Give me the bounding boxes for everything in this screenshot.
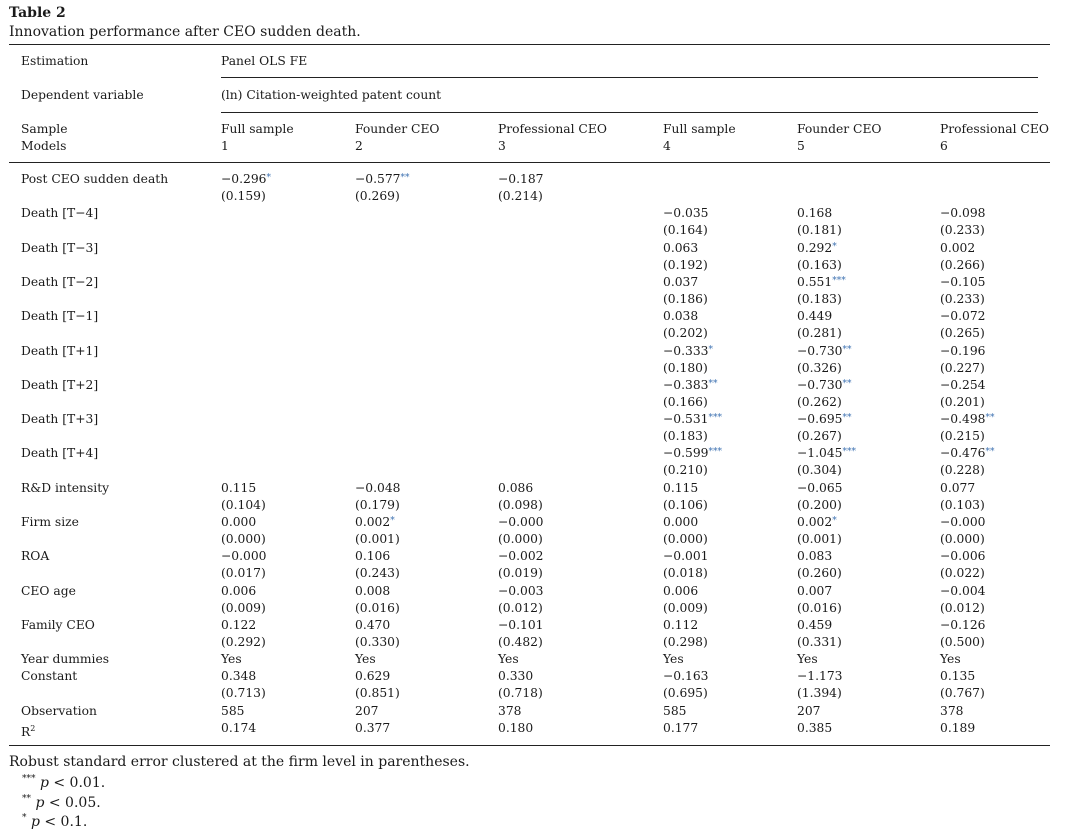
significance-stars: ** (842, 413, 852, 424)
coefficient: −0.000 (940, 515, 986, 529)
coefficient: Yes (663, 652, 684, 667)
standard-error: (0.695) (663, 686, 708, 701)
significance-stars: ** (708, 378, 718, 389)
standard-error: (0.228) (940, 463, 985, 478)
standard-error: (0.718) (498, 686, 543, 701)
standard-error: (0.265) (940, 326, 985, 341)
coefficient: −0.101 (498, 617, 544, 632)
dependent-rule (221, 112, 1038, 113)
coefficient: Yes (797, 652, 818, 667)
note-significance: * p < 0.1. (22, 813, 88, 830)
standard-error: (0.016) (355, 600, 400, 615)
coefficient: 0.177 (663, 720, 699, 735)
column-sample-4: Full sample (663, 122, 736, 136)
column-model-6: 6 (940, 139, 948, 153)
standard-error: (0.104) (221, 497, 266, 512)
coefficient: Yes (498, 652, 519, 667)
significance-stars: * (832, 241, 837, 252)
column-model-3: 3 (498, 139, 506, 153)
coefficient: 0.106 (355, 549, 391, 564)
standard-error: (0.019) (498, 566, 543, 581)
coefficient: 0.629 (355, 669, 391, 684)
row-label: Death [T−1] (21, 309, 99, 324)
coefficient: 0.006 (221, 583, 257, 598)
column-sample-1: Full sample (221, 122, 294, 136)
standard-error: (0.000) (663, 532, 708, 546)
standard-error: (0.001) (355, 532, 400, 546)
coefficient: −0.004 (940, 583, 986, 598)
significance-stars: ** (985, 413, 995, 424)
coefficient: 0.002* (355, 515, 395, 529)
standard-error: (0.098) (498, 497, 543, 512)
coefficient: 0.002* (797, 515, 837, 529)
row-label: CEO age (21, 583, 76, 598)
coefficient: 0.000 (663, 515, 699, 529)
bottom-rule (9, 745, 1050, 746)
column-sample-6: Professional CEO (940, 122, 1049, 136)
column-model-5: 5 (797, 139, 805, 153)
coefficient: 0.122 (221, 617, 257, 632)
coefficient: −0.048 (355, 480, 401, 495)
coefficient: −0.000 (221, 549, 267, 564)
coefficient: 0.385 (797, 720, 833, 735)
standard-error: (0.330) (355, 634, 400, 649)
standard-error: (0.192) (663, 257, 708, 272)
coefficient: −0.383** (663, 377, 718, 392)
coefficient: 0.007 (797, 583, 833, 598)
significance-stars: *** (708, 413, 723, 424)
models-label: Models (21, 139, 67, 153)
coefficient: 0.168 (797, 206, 833, 221)
column-model-1: 1 (221, 139, 229, 153)
column-model-4: 4 (663, 139, 671, 153)
coefficient: 0.135 (940, 669, 976, 684)
coefficient: 0.002 (940, 240, 976, 255)
standard-error: (0.233) (940, 223, 985, 238)
standard-error: (0.000) (221, 532, 266, 546)
coefficient: −0.599*** (663, 446, 723, 461)
standard-error: (0.292) (221, 634, 266, 649)
coefficient: −0.006 (940, 549, 986, 564)
standard-error: (0.482) (498, 634, 543, 649)
coefficient: −0.003 (498, 583, 544, 598)
coefficient: 0.038 (663, 309, 699, 324)
dependent-variable-label: Dependent variable (21, 88, 144, 102)
significance-stars: *** (708, 447, 723, 458)
standard-error: (0.215) (940, 429, 985, 444)
estimation-rule (221, 77, 1038, 78)
standard-error: (0.106) (663, 497, 708, 512)
standard-error: (0.001) (797, 532, 842, 546)
standard-error: (0.103) (940, 497, 985, 512)
significance-stars: * (390, 516, 395, 526)
standard-error: (0.233) (940, 291, 985, 306)
note-main: Robust standard error clustered at the firm level in parentheses. (9, 754, 470, 770)
coefficient: −0.072 (940, 309, 986, 324)
coefficient: −0.001 (663, 549, 709, 564)
row-label: Family CEO (21, 617, 95, 632)
coefficient: 0.077 (940, 480, 976, 495)
standard-error: (0.851) (355, 686, 400, 701)
coefficient: −0.333* (663, 343, 714, 358)
row-label: Firm size (21, 515, 79, 529)
superscript: 2 (30, 723, 36, 733)
standard-error: (0.179) (355, 497, 400, 512)
coefficient: −0.730** (797, 343, 852, 358)
coefficient: 0.174 (221, 720, 257, 735)
coefficient: −0.126 (940, 617, 986, 632)
coefficient: 0.377 (355, 720, 391, 735)
coefficient: −0.098 (940, 206, 986, 221)
standard-error: (0.163) (797, 257, 842, 272)
estimation-value: Panel OLS FE (221, 54, 308, 68)
coefficient: −0.187 (498, 172, 544, 186)
column-sample-2: Founder CEO (355, 122, 440, 136)
standard-error: (0.017) (221, 566, 266, 581)
coefficient: 0.551*** (797, 274, 846, 289)
coefficient: 0.459 (797, 617, 833, 632)
significance-stars: * (266, 173, 272, 183)
coefficient: 207 (797, 703, 821, 718)
coefficient: 0.292* (797, 240, 837, 255)
standard-error: (0.304) (797, 463, 842, 478)
standard-error: (0.269) (355, 189, 400, 203)
column-sample-3: Professional CEO (498, 122, 607, 136)
standard-error: (0.181) (797, 223, 842, 238)
standard-error: (0.243) (355, 566, 400, 581)
note-significance: *** p < 0.01. (22, 774, 106, 791)
coefficient: −0.002 (498, 549, 544, 564)
standard-error: (0.262) (797, 394, 842, 409)
coefficient: 0.083 (797, 549, 833, 564)
coefficient: 0.008 (355, 583, 391, 598)
standard-error: (0.331) (797, 634, 842, 649)
coefficient: −0.476** (940, 446, 995, 461)
coefficient: Yes (940, 652, 961, 667)
row-label: Post CEO sudden death (21, 172, 169, 186)
table-label: Table 2 (9, 5, 66, 21)
coefficient: 0.037 (663, 274, 699, 289)
row-label: Death [T+1] (21, 343, 99, 358)
row-label: $R^2$ (21, 723, 36, 739)
row-label: R&D intensity (21, 480, 110, 495)
standard-error: (0.326) (797, 360, 842, 375)
significance-stars: ** (985, 447, 995, 458)
sample-label: Sample (21, 122, 68, 136)
row-label: Year dummies (21, 652, 110, 667)
dependent-variable-value: (ln) Citation-weighted patent count (221, 88, 442, 102)
standard-error: (0.200) (797, 497, 842, 512)
significance-stars: ** (400, 173, 410, 183)
coefficient: 0.006 (663, 583, 699, 598)
table-caption: Innovation performance after CEO sudden death. (9, 24, 361, 40)
row-label: ROA (21, 549, 50, 564)
coefficient: −0.498** (940, 412, 995, 427)
coefficient: −0.035 (663, 206, 709, 221)
coefficient: −0.730** (797, 377, 852, 392)
standard-error: (0.201) (940, 394, 985, 409)
significance-stars: *** (832, 275, 846, 286)
row-label: Death [T−2] (21, 274, 99, 289)
coefficient: 378 (940, 703, 964, 718)
standard-error: (0.183) (797, 291, 842, 306)
standard-error: (1.394) (797, 686, 842, 701)
top-rule (9, 44, 1050, 45)
row-label: Death [T+4] (21, 446, 99, 461)
coefficient: −0.296* (221, 172, 272, 186)
standard-error: (0.713) (221, 686, 266, 701)
standard-error: (0.500) (940, 634, 985, 649)
row-label: Death [T+2] (21, 377, 99, 392)
standard-error: (0.298) (663, 634, 708, 649)
coefficient: 0.000 (221, 515, 257, 529)
coefficient: 585 (221, 703, 245, 718)
row-label: Observation (21, 703, 97, 718)
coefficient: 207 (355, 703, 379, 718)
coefficient: 0.086 (498, 480, 534, 495)
standard-error: (0.022) (940, 566, 985, 581)
coefficient: 0.063 (663, 240, 699, 255)
standard-error: (0.202) (663, 326, 708, 341)
coefficient: −1.173 (797, 669, 843, 684)
row-label: Constant (21, 669, 78, 684)
coefficient: −0.065 (797, 480, 843, 495)
significance-stars: ** (842, 378, 852, 389)
standard-error: (0.281) (797, 326, 842, 341)
standard-error: (0.012) (498, 600, 543, 615)
row-label: Death [T−4] (21, 206, 99, 221)
coefficient: −0.695** (797, 412, 852, 427)
coefficient: 0.348 (221, 669, 257, 684)
coefficient: −0.254 (940, 377, 986, 392)
coefficient: −0.000 (498, 515, 544, 529)
standard-error: (0.018) (663, 566, 708, 581)
standard-error: (0.210) (663, 463, 708, 478)
coefficient: Yes (221, 652, 242, 667)
standard-error: (0.000) (940, 532, 985, 546)
significance-stars: * (832, 516, 837, 526)
coefficient: −0.163 (663, 669, 709, 684)
coefficient: Yes (355, 652, 376, 667)
row-label: Death [T−3] (21, 240, 99, 255)
standard-error: (0.000) (498, 532, 543, 546)
standard-error: (0.016) (797, 600, 842, 615)
coefficient: 0.449 (797, 309, 833, 324)
column-sample-5: Founder CEO (797, 122, 882, 136)
significance-stars: ** (842, 344, 852, 355)
standard-error: (0.266) (940, 257, 985, 272)
standard-error: (0.186) (663, 291, 708, 306)
coefficient: 0.470 (355, 617, 391, 632)
coefficient: 0.189 (940, 720, 976, 735)
note-significance: ** p < 0.05. (22, 793, 101, 811)
coefficient: 0.112 (663, 617, 699, 632)
standard-error: (0.180) (663, 360, 708, 375)
row-label: Death [T+3] (21, 412, 99, 427)
standard-error: (0.214) (498, 189, 543, 203)
column-model-2: 2 (355, 139, 363, 153)
standard-error: (0.267) (797, 429, 842, 444)
standard-error: (0.159) (221, 189, 266, 203)
coefficient: 0.115 (221, 480, 257, 495)
standard-error: (0.009) (221, 600, 266, 615)
coefficient: −0.196 (940, 343, 986, 358)
coefficient: −1.045*** (797, 446, 857, 461)
coefficient: −0.105 (940, 274, 986, 289)
significance-stars: *** (842, 447, 857, 458)
standard-error: (0.227) (940, 360, 985, 375)
coefficient: 0.330 (498, 669, 534, 684)
header-rule (9, 162, 1050, 163)
coefficient: −0.531*** (663, 412, 723, 427)
standard-error: (0.260) (797, 566, 842, 581)
coefficient: 0.115 (663, 480, 699, 495)
standard-error: (0.009) (663, 600, 708, 615)
coefficient: 0.180 (498, 720, 534, 735)
estimation-label: Estimation (21, 54, 89, 68)
standard-error: (0.767) (940, 686, 985, 701)
standard-error: (0.183) (663, 429, 708, 444)
standard-error: (0.012) (940, 600, 985, 615)
significance-stars: * (708, 344, 714, 355)
standard-error: (0.166) (663, 394, 708, 409)
coefficient: 378 (498, 703, 522, 718)
coefficient: 585 (663, 703, 687, 718)
standard-error: (0.164) (663, 223, 708, 238)
coefficient: −0.577** (355, 172, 410, 186)
